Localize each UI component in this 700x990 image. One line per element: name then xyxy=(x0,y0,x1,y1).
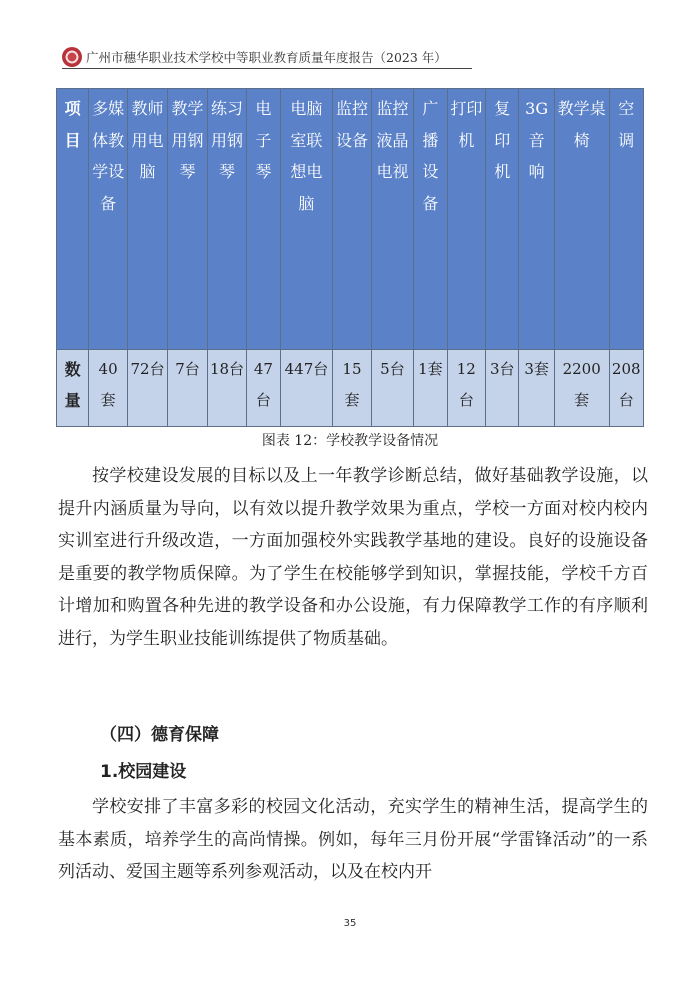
table-header-cell xyxy=(280,89,333,350)
page-header xyxy=(62,46,472,69)
table-value-cell xyxy=(554,350,609,427)
equipment-quantity: 2200套 xyxy=(562,360,601,409)
table-header-cell xyxy=(447,89,485,350)
equipment-quantity: 3套 xyxy=(524,360,549,378)
table-header-cell xyxy=(247,89,280,350)
table-value-cell xyxy=(168,350,207,427)
table-header-cell xyxy=(168,89,207,350)
equipment-table xyxy=(56,88,644,427)
table-value-cell xyxy=(371,350,414,427)
equipment-name: 教学桌椅 xyxy=(557,99,606,150)
equipment-quantity: 47台 xyxy=(253,360,273,409)
equipment-name: 监控设备 xyxy=(335,99,368,150)
equipment-quantity: 18台 xyxy=(209,360,245,378)
paragraph-facilities: 按学校建设发展的目标以及上一年教学诊断总结，做好基础教学设施，以提升内涵质量为导向，以有效以提升教学效果为重点，学校一方面对校内校内实训室进行升级改造，一方面加强校外实践教学基地的建设。良好的设施设备是重要的教学物质保障。为了学生在校能够学到知识，掌握技能，学校千方百计增加和购置各种先进的教学设备和办公设施，有力保障教学工作的有序顺利进行，为学生职业技能训练提供了物质基础。 xyxy=(58,466,648,649)
table-value-cell xyxy=(127,350,167,427)
table-value-cell xyxy=(207,350,246,427)
table-header-cell xyxy=(371,89,414,350)
table-header-cell xyxy=(127,89,167,350)
equipment-name: 教师用电脑 xyxy=(131,99,164,181)
row-header-label: 项目 xyxy=(64,99,81,150)
value-row-label: 数量 xyxy=(64,360,81,410)
equipment-quantity: 72台 xyxy=(130,360,165,378)
equipment-quantity: 7台 xyxy=(175,360,200,378)
equipment-quantity: 5台 xyxy=(380,360,405,378)
table-value-cell xyxy=(486,350,519,427)
equipment-quantity: 447台 xyxy=(284,360,329,378)
table-header-cell xyxy=(89,89,127,350)
table-value-header-cell xyxy=(57,350,89,427)
table-header-cell xyxy=(554,89,609,350)
table-row-header-cell xyxy=(57,89,89,350)
table-value-cell xyxy=(333,350,371,427)
equipment-quantity: 12台 xyxy=(456,360,476,409)
equipment-name: 打印机 xyxy=(450,99,483,150)
paragraph-campus: 学校安排了丰富多彩的校园文化活动，充实学生的精神生活，提高学生的基本素质，培养学生的高尚情操。例如，每年三月份开展“学雷锋活动”的一系列活动、爱国主题等系列参观活动，以及在校内开 xyxy=(58,797,648,883)
table-header-cell xyxy=(333,89,371,350)
header-title: 广州市穗华职业技术学校中等职业教育质量年度报告（2023 年） xyxy=(86,50,447,65)
equipment-name: 3G音响 xyxy=(525,99,549,181)
table-value-cell xyxy=(247,350,280,427)
equipment-name: 电子琴 xyxy=(255,99,272,181)
equipment-quantity: 3台 xyxy=(489,360,515,378)
equipment-quantity: 40套 xyxy=(98,360,118,409)
table-header-cell xyxy=(207,89,246,350)
equipment-name: 多媒体教学设备 xyxy=(92,99,125,213)
table-value-cell xyxy=(609,350,644,427)
school-logo-icon xyxy=(62,47,82,67)
table-header-cell xyxy=(486,89,519,350)
equipment-quantity: 208台 xyxy=(611,360,641,409)
table-value-row xyxy=(57,350,644,427)
table-value-cell xyxy=(414,350,447,427)
equipment-quantity: 1套 xyxy=(418,360,443,378)
equipment-name: 广播设备 xyxy=(422,99,439,213)
equipment-quantity: 15套 xyxy=(342,360,362,409)
equipment-name: 空调 xyxy=(618,99,635,150)
equipment-name: 练习用钢琴 xyxy=(210,99,243,181)
table-value-cell xyxy=(89,350,127,427)
table-value-cell xyxy=(280,350,333,427)
table-header-cell xyxy=(414,89,447,350)
table-value-cell xyxy=(519,350,554,427)
equipment-name: 电脑室联想电脑 xyxy=(290,99,323,213)
table-header-cell xyxy=(519,89,554,350)
table-header-cell xyxy=(609,89,644,350)
table-header-row xyxy=(57,89,644,350)
equipment-name: 复印机 xyxy=(494,99,511,181)
sub-heading: 1.校园建设 xyxy=(100,762,187,782)
table-value-cell xyxy=(447,350,485,427)
page-number: 35 xyxy=(343,918,357,929)
equipment-name: 监控液晶电视 xyxy=(376,99,409,181)
equipment-name: 教学用钢琴 xyxy=(171,99,204,181)
section-heading: （四）德育保障 xyxy=(100,725,219,745)
table-caption: 图表 12：学校教学设备情况 xyxy=(261,433,439,449)
